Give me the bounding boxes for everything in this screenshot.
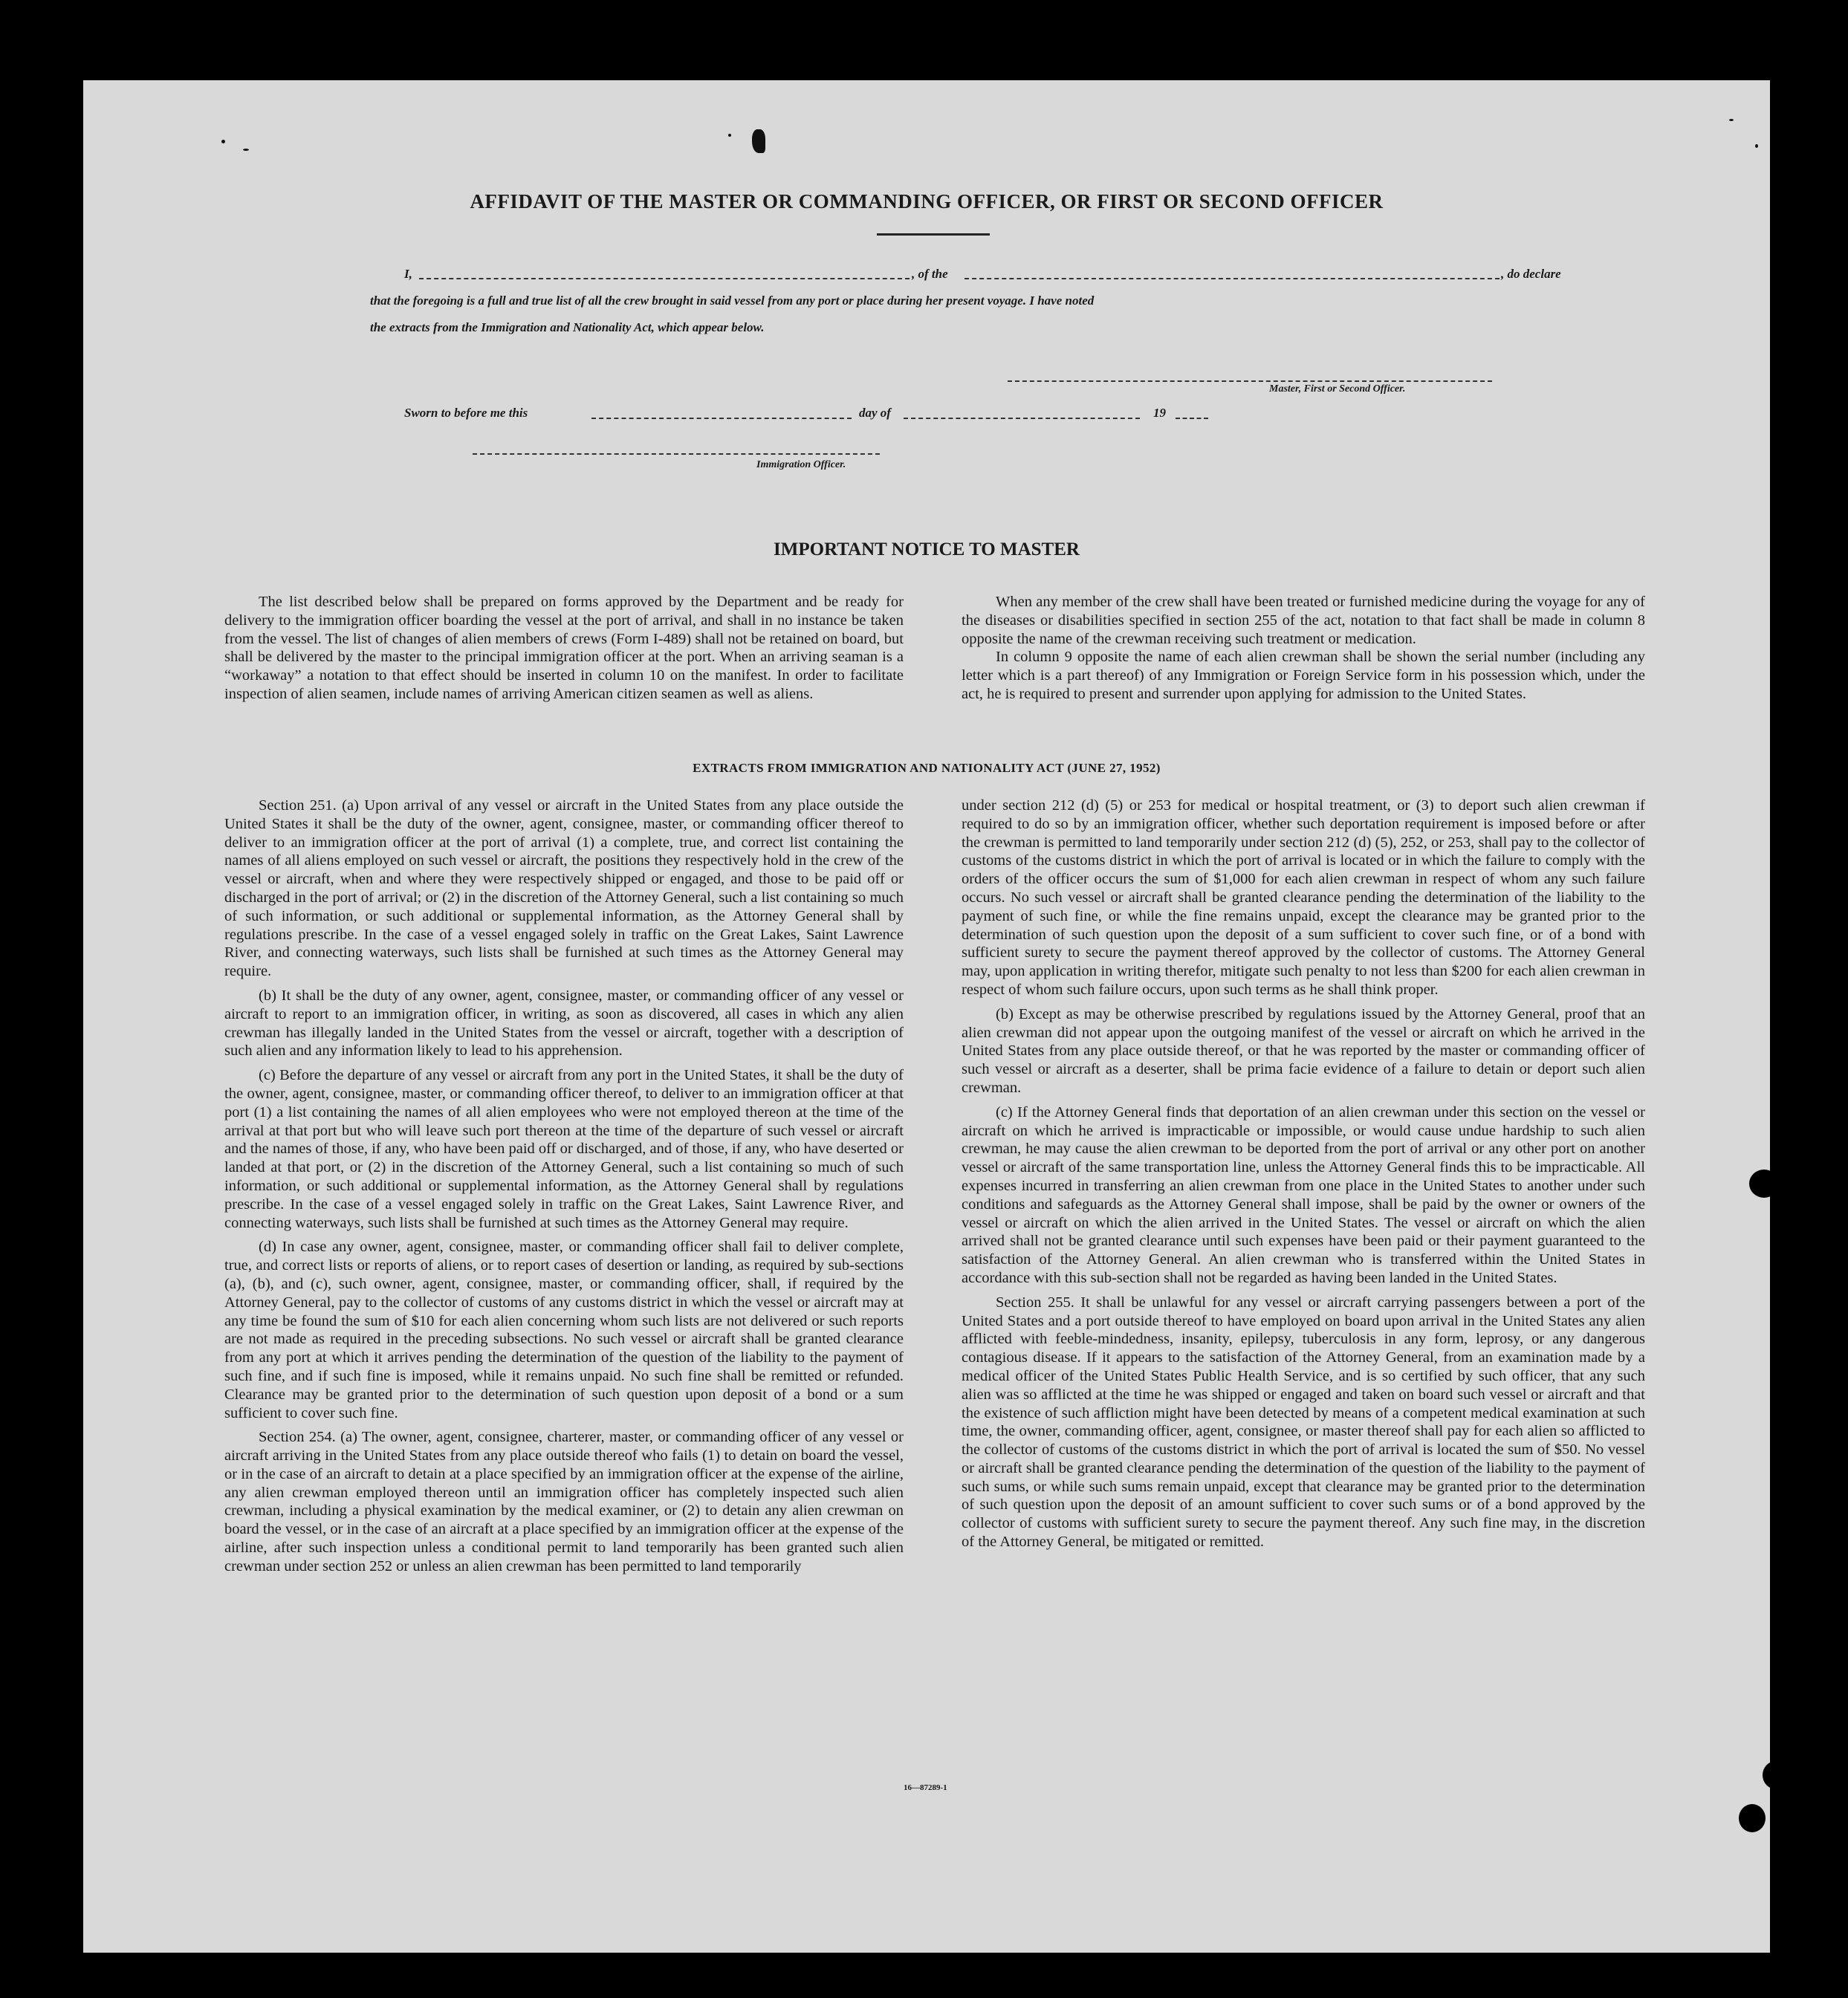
ink-blot [752, 129, 765, 153]
year-label: 19 [1153, 406, 1166, 420]
affidavit-of-the-label: , of the [912, 267, 948, 281]
document-page [83, 80, 1770, 1953]
notice-right-column [962, 593, 1645, 704]
vessel-blank-line[interactable] [964, 278, 1500, 279]
sworn-label: Sworn to before me this [404, 406, 528, 420]
notice-title: IMPORTANT NOTICE TO MASTER [774, 539, 1080, 559]
affidavit-title: AFFIDAVIT OF THE MASTER OR COMMANDING OFFICER, OR FIRST OR SECOND OFFICER [470, 190, 1384, 213]
scan-speck [728, 134, 731, 137]
name-blank-line[interactable] [419, 278, 910, 279]
punch-hole [1739, 1804, 1766, 1832]
extracts-right-column [962, 797, 1645, 1551]
affidavit-line-3: the extracts from the Immigration and Nationality Act, which appear below. [370, 320, 765, 334]
section-251-d: (d) In case any owner, agent, consignee, master, or commanding officer shall fail to deliver complete, true, and correct lists or reports of aliens, or to report cases of desertion or landing, as required by sub-sections (a), (b), and (c), such owner, agent, consignee, master, or commanding officer, shall, if required by the Attorney General, pay to the collector of customs of any customs district in which the vessel or aircraft may at any time be found the sum of $10 for each alien concerning whom such lists are not delivered or such reports are not made as required in the preceding subsections. No such vessel or aircraft shall be granted clearance from any port at which it arrives pending the determination of the question of the liability to the payment of such fine, and if such fine is imposed, while it remains unpaid. No such fine shall be remitted or refunded. Clearance may be granted prior to the determination of such question upon deposit of a bond or a sum sufficient to cover such fine. [224, 1239, 904, 1421]
scan-speck [221, 140, 225, 143]
scan-speck [1729, 119, 1734, 121]
sworn-month-blank[interactable] [904, 418, 1140, 419]
section-251-c: (c) Before the departure of any vessel or aircraft from any port in the United States, it shall be the duty of the owner, agent, consignee, master, or commanding officer thereof, to deliver to an immigration officer at that port (1) a list containing the names of all alien employees who were not employed thereon at the time of the arrival at that port but who will leave such port thereon at the time of the departure of such vessel or aircraft and the names of those, if any, who have been paid off or discharged, and of those, if any, who have deserted or landed at that port, or (2) in the discretion of the Attorney General, such a list containing so much of such information, or such additional or supplemental information, as the Attorney General shall by regulations prescribe. In the case of a vessel engaged solely in traffic on the Great Lakes, Saint Lawrence River, and connecting waterways, such lists shall be furnished at such times as the Attorney General may require. [224, 1067, 904, 1231]
master-signature-caption: Master, First or Second Officer. [1269, 383, 1406, 395]
notice-paragraph: When any member of the crew shall have been treated or furnished medicine during the voyage for any of the diseases or disabilities specified in section 255 of the act, notation to that fact shall be made in column 8 opposite the name of the crewman receiving such treatment or medication. [962, 594, 1645, 647]
scan-speck [1755, 144, 1758, 148]
section-254-a: Section 254. (a) The owner, agent, consignee, charterer, master, or commanding officer of any vessel or aircraft arriving in the United States from any place outside thereof who fails (1) to detain on board the vessel, or in the case of an aircraft to detain at a place specified by an immigration officer at the expense of the airline, any alien crewman employed thereon until an immigration officer has completely inspected such alien crewman, including a physical examination by the medical examiner, or (2) to detain any alien crewman on board the vessel, or in the case of an aircraft at a place specified by an immigration officer at the expense of the airline, after such inspection unless a conditional permit to land temporarily has been granted such alien crewman under section 252 or unless an alien crewman has been permitted to land temporarily [224, 1429, 904, 1574]
punch-hole [1773, 1186, 1800, 1213]
section-251-b: (b) It shall be the duty of any owner, agent, consignee, master, or commanding officer of any vessel or aircraft to report to an immigration officer, in writing, as soon as discovered, all cases in which any alien crewman has illegally landed in the United States from the vessel or aircraft, together with a description of such alien and any information likely to lead to his apprehension. [224, 987, 904, 1060]
officer-signature-line[interactable] [473, 453, 880, 455]
section-254-a-continued: under section 212 (d) (5) or 253 for medical or hospital treatment, or (3) to deport such alien crewman if required to do so by an immigration officer, whether such deportation requirement is imposed before or after the crewman is permitted to land temporarily under section 212 (d) (5), 252, or 253, shall pay to the collector of customs of the customs district in which the port of arrival is located or in which the failure to comply with the orders of the officer occurs the sum of $1,000 for each alien crewman in respect of whom any such failure occurs. No such vessel or aircraft shall be granted clearance pending the determination of the liability to the payment of such fine, or while the fine remains unpaid, except the clearance may be granted prior to the determination of such question upon the deposit of a sum sufficient to cover such fine, or of a bond with sufficient surety to secure the payment thereof approved by the collector of customs. The Attorney General may, upon application in writing therefor, mitigate such penalty to not less than $200 for each alien crewman in respect of whom such failure occurs, upon such terms as he shall think proper. [962, 797, 1645, 998]
sworn-day-blank[interactable] [591, 418, 852, 419]
section-254-c: (c) If the Attorney General finds that deportation of an alien crewman under this section on the vessel or aircraft on which he arrived is impracticable or impossible, or would cause undue hardship to such alien crewman, he may cause the alien crewman to be deported from the port of arrival or any other port on another vessel or aircraft of the same transportation line, unless the Attorney General finds this to be impracticable. All expenses incurred in transferring an alien crewman from one place in the United States to another under such conditions and safeguards as the Attorney General shall impose, shall be paid by the owner or owners of the vessel or aircraft on which the alien arrived in the United States. The vessel or aircraft on which the alien arrived shall not be granted clearance until such expenses have been paid or their payment guaranteed to the satisfaction of the Attorney General. An alien crewman who is transferred within the United States in accordance with this sub-section shall not be regarded as having been landed in the United States. [962, 1103, 1645, 1286]
title-rule [877, 233, 990, 236]
master-signature-line[interactable] [1008, 380, 1492, 382]
notice-paragraph: In column 9 opposite the name of each alien crewman shall be shown the serial number (including any letter which is a part thereof) of any Immigration or Foreign Service form in his possession which, under the act, he is required to present and surrender upon applying for admission to the United States. [962, 649, 1645, 702]
notice-left-column [224, 593, 904, 704]
section-254-b: (b) Except as may be otherwise prescribed by regulations issued by the Attorney General, proof that an alien crewman did not appear upon the outgoing manifest of the vessel or aircraft on which he arrived in the United States from any place outside thereof, or that he was reported by the master or commanding officer of such vessel or aircraft as a deserter, shall be prima facie evidence of a failure to detain or deport such alien crewman. [962, 1005, 1645, 1096]
notice-paragraph: The list described below shall be prepared on forms approved by the Department and be ready for delivery to the immigration officer boarding the vessel at the port of arrival, and shall in no instance be taken from the vessel. The list of changes of alien members of crews (Form I-489) shall not be retained on board, but shall be delivered by the master to the principal immigration officer at the port. When an arriving seaman is a “workaway” a notation to that effect should be inserted in column 10 on the manifest. In order to facilitate inspection of alien seamen, include names of arriving American citizen seamen as well as aliens. [224, 594, 904, 702]
affidavit-line-2: that the foregoing is a full and true list of all the crew brought in said vessel from any port or place during her present voyage. I have noted [370, 293, 1095, 308]
sworn-year-blank[interactable] [1176, 418, 1208, 419]
day-of-label: day of [859, 406, 891, 420]
affidavit-i-label: I, [404, 267, 412, 281]
punch-hole [1763, 1761, 1789, 1789]
section-255: Section 255. It shall be unlawful for any vessel or aircraft carrying passengers between a port of the United States and a port outside thereof to have employed on board upon arrival in the United States any alien afflicted with feeble-mindedness, insanity, epilepsy, tuberculosis in any form, leprosy, or any dangerous contagious disease. If it appears to the satisfaction of the Attorney General, from an examination made by a medical officer of the United States Public Health Service, and is so certified by such officer, that any such alien was so afflicted at the time he was shipped or engaged and taken on board such vessel or aircraft and that the existence of such affliction might have been detected by means of a competent medical examination at such time, the owner, commanding officer, agent, consignee, or master thereof shall pay for each alien so afflicted to the collector of customs of the customs district in which the port of arrival is located the sum of $50. No vessel or aircraft shall be granted clearance pending the determination of the question of the liability to the payment of such sums, or while such sums remain unpaid, except that clearance may be granted prior to the determination of such question upon the deposit of an amount sufficient to cover such sums or of a bond approved by the collector of customs with sufficient surety to secure the payment thereof. Any such fine may, in the discretion of the Attorney General, be mitigated or remitted. [962, 1294, 1645, 1551]
extracts-left-column [224, 797, 904, 1576]
form-number: 16—87289-1 [904, 1783, 947, 1792]
section-251-a: Section 251. (a) Upon arrival of any vessel or aircraft in the United States from any place outside the United States it shall be the duty of the owner, agent, consignee, master, or commanding officer thereof to deliver to an immigration officer at the port of arrival (1) a complete, true, and correct list containing the names of all aliens employed on such vessel or aircraft, the positions they respectively hold in the crew of the vessel or aircraft, when and where they were respectively shipped or engaged, and those to be paid off or discharged in the port of arrival; or (2) in the discretion of the Attorney General, such a list containing so much of such information, or such additional or supplemental information, as the Attorney General shall by regulations prescribe. In the case of a vessel engaged solely in traffic on the Great Lakes, Saint Lawrence River, and connecting waterways, such lists shall be furnished at such times as the Attorney General may require. [224, 797, 904, 980]
affidavit-do-declare: , do declare [1501, 267, 1561, 281]
scan-speck [243, 149, 249, 151]
extracts-title: EXTRACTS FROM IMMIGRATION AND NATIONALITY ACT (JUNE 27, 1952) [693, 761, 1161, 775]
officer-caption: Immigration Officer. [756, 459, 846, 470]
